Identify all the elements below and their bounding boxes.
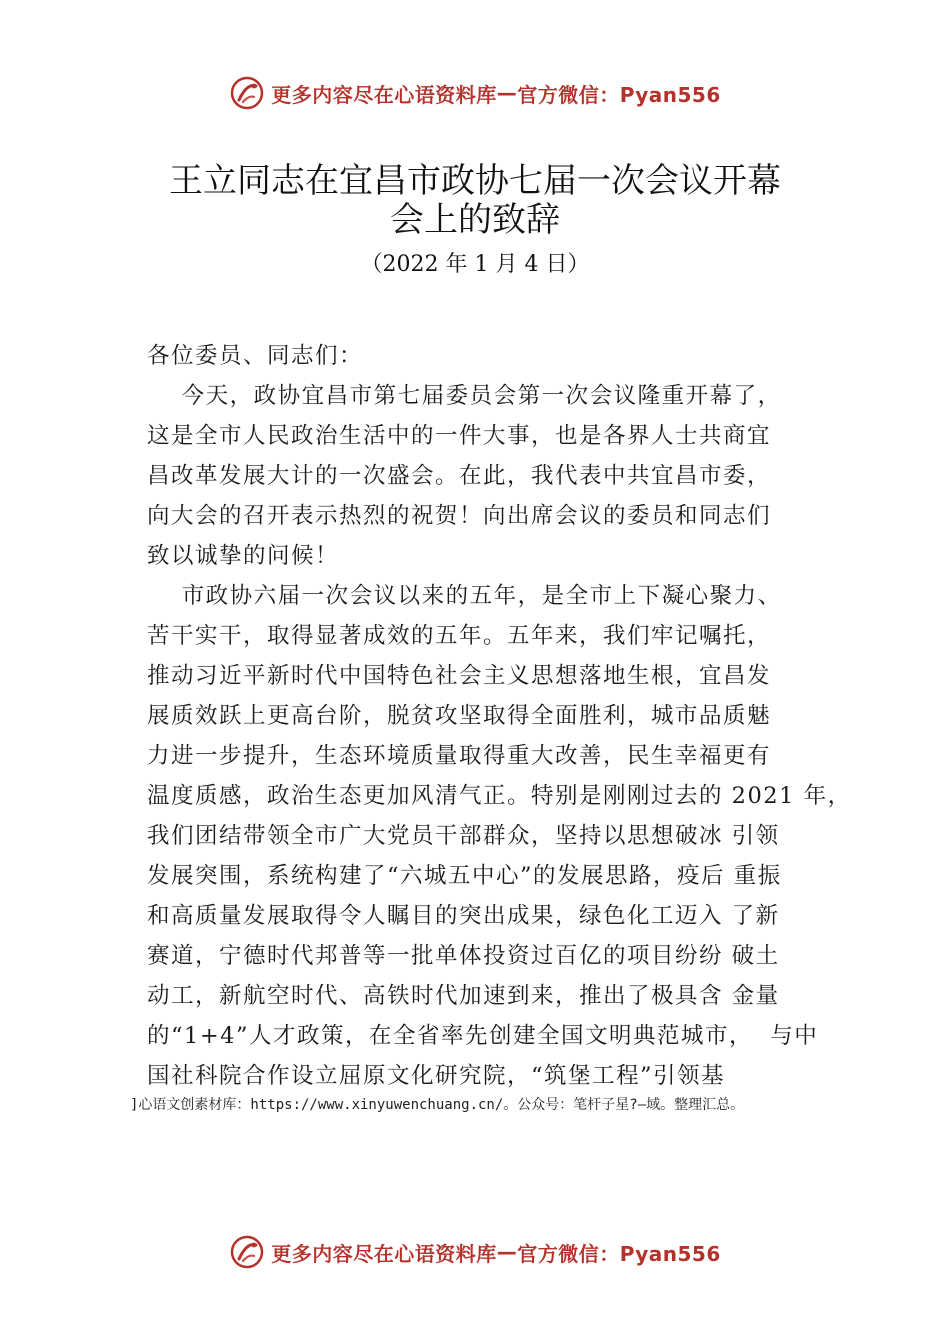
document-body (147, 336, 852, 1096)
document-title-line-2: 会上的致辞 (390, 200, 560, 240)
footer-watermark-banner (0, 1230, 950, 1274)
source-footnote: ]心语文创素材库：https://www.xinyuwenchuang.cn/。公众号：笔杆子星?—域。整理汇总。 (130, 1097, 745, 1113)
body-line: 动工，新航空时代、高铁时代加速到来，推出了极具含 金量 (147, 983, 780, 1009)
document-date: （2022 年 1 月 4 日） (360, 252, 590, 277)
banner-main-text: 更多内容尽在心语资料库 (271, 82, 497, 107)
header-watermark-banner (0, 71, 950, 115)
document-title-line-1: 王立同志在宜昌市政协七届一次会议开幕 (169, 161, 781, 201)
banner-wechat-text: 官方微信：Pyan556 (517, 82, 721, 107)
body-line: 今天，政协宜昌市第七届委员会第一次会议隆重开幕了， (147, 383, 782, 409)
banner-dash: — (496, 81, 518, 105)
body-line: 的“1+4”人才政策，在全省率先创建全国文明典范城市， 与中 (147, 1023, 819, 1049)
body-line: 和高质量发展取得令人瞩目的突出成果，绿色化工迈入 了新 (147, 903, 780, 929)
body-line: 发展突围，系统构建了“六城五中心”的发展思路，疫后 重振 (147, 863, 782, 889)
body-line: 苦干实干，取得显著成效的五年。五年来，我们牢记嘱托， (147, 623, 772, 649)
body-line: 国社科院合作设立屈原文化研究院，“筑堡工程”引领基 (147, 1063, 726, 1089)
body-line: 致以诚挚的问候！ (147, 543, 340, 569)
banner-wechat-text: 官方微信：Pyan556 (517, 1241, 721, 1266)
body-line: 展质效跃上更高台阶，脱贫攻坚取得全面胜利，城市品质魅 (147, 703, 772, 729)
brand-logo-icon (229, 75, 265, 111)
body-line: 向大会的召开表示热烈的祝贺！向出席会议的委员和同志们 (147, 503, 772, 529)
body-line: 赛道，宁德时代邦普等一批单体投资过百亿的项目纷纷 破土 (147, 943, 780, 969)
banner-dash: — (496, 1240, 518, 1264)
body-line: 推动习近平新时代中国特色社会主义思想落地生根，宜昌发 (147, 663, 772, 689)
body-line: 温度质感，政治生态更加风清气正。特别是刚刚过去的 2021 年， (147, 783, 852, 809)
body-line: 各位委员、同志们： (147, 343, 364, 369)
body-line: 昌改革发展大计的一次盛会。在此，我代表中共宜昌市委， (147, 463, 772, 489)
body-line: 市政协六届一次会议以来的五年，是全市上下凝心聚力、 (147, 583, 782, 609)
body-line: 力进一步提升，生态环境质量取得重大改善，民生幸福更有 (147, 743, 772, 769)
body-line: 我们团结带领全市广大党员干部群众，坚持以思想破冰 引领 (147, 823, 780, 849)
body-line: 这是全市人民政治生活中的一件大事，也是各界人士共商宜 (147, 423, 772, 449)
banner-main-text: 更多内容尽在心语资料库 (271, 1241, 497, 1266)
brand-logo-icon (229, 1234, 265, 1270)
